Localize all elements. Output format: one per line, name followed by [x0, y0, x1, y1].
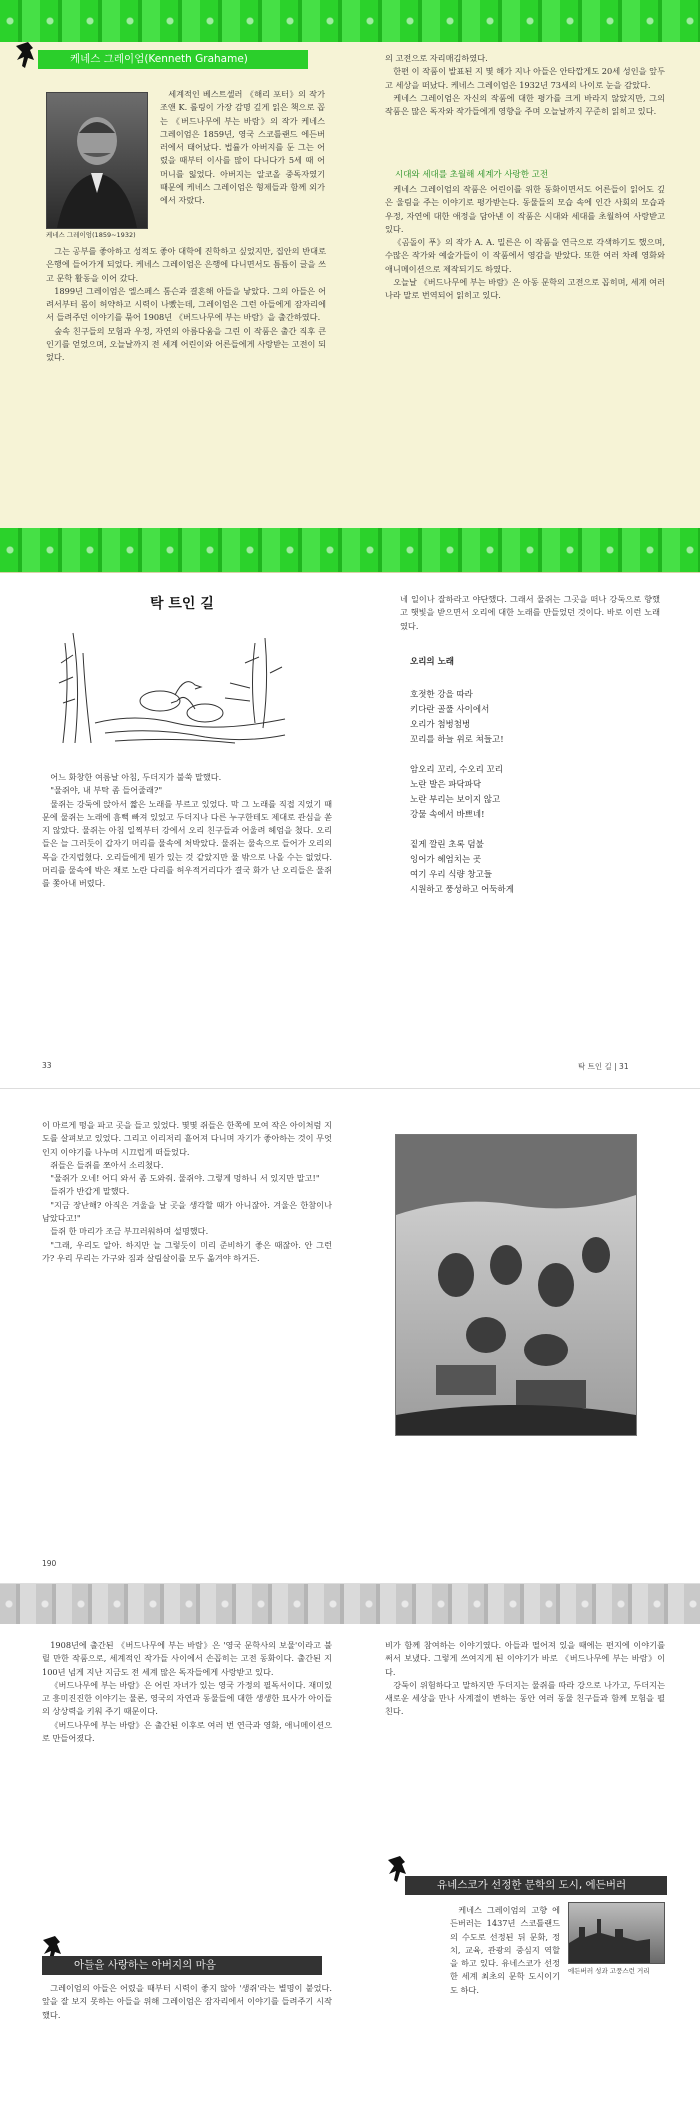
paragraph: 물쥐는 강둑에 앉아서 짧은 노래를 부르고 있었다. 막 그 노래를 직접 지었기 때문에 물쥐는 노래에 흠뻑 빠져 있었고 두더지나 다른 누구한테도 제대로 관심을 쏟지 않았다. 물쥐는 아침 일찍부터 강에서 오리 친구들과 어울려 헤엄을 쳤다. 오리들은 늘 그러듯이 갑자기 머리를 물속에 처박았다. 물쥐는 물속으로 들어가 오리의 목을 간지럽혔다. 오리들에게 뭔가 있는 것 같았지만 물 밖으로 나올 수는 없었다. 머리를 물속에 박은 채로 노란 다리를 허우적거리다가 결국 화가 난 오리들은 물쥐를 쫓아내 버렸다.	[42, 798, 332, 889]
field-mice-illustration	[395, 1134, 637, 1436]
paragraph: "지금 장난해? 아직은 겨울을 날 곳을 생각할 때가 아니잖아. 겨울은 한참이나 남았다고!"	[42, 1199, 332, 1224]
paragraph: 들쥐 한 마리가 조금 부끄러워하며 설명했다.	[50, 1226, 209, 1237]
author-portrait	[46, 92, 148, 229]
commentary-text-right-2	[450, 1904, 560, 1997]
poem	[410, 688, 514, 898]
left-column-text	[46, 245, 326, 365]
poem-line: 호젓한 강을 따라	[410, 690, 473, 700]
photo-caption: 케네스 그레이엄(1859~1932)	[46, 231, 136, 239]
intro-text-top	[160, 88, 325, 208]
paragraph: "물쥐가 오네! 어디 와서 좀 도와줘. 물쥐야. 그렇게 멍하니 서 있지만 말고!"	[50, 1173, 320, 1184]
page-number-right: 탁 트인 길 | 31	[578, 1062, 629, 1071]
portrait-icon	[47, 93, 147, 228]
page-spread-4	[0, 1584, 700, 2124]
paragraph: 1908년에 출간된 《버드나무에 부는 바람》은 '영국 문학사의 보물'이라고 불릴 만한 작품으로, 세계적인 작가들 사이에서 손꼽히는 고전 동화이다. 출간된 지 100년 넘게 지난 지금도 전 세계 많은 독자들에게 사랑받고 있다.	[42, 1640, 332, 1677]
poem-line: 시원하고 풍성하고 어둑하게	[410, 885, 514, 895]
sub-heading: 시대와 세대를 초월해 세계가 사랑한 고전	[395, 170, 549, 180]
page-number-left: 33	[42, 1061, 52, 1070]
paragraph: 세계적인 베스트셀러 《해리 포터》의 작가 조앤 K. 롤링이 가장 감명 깊게 읽은 책으로 꼽는 《버드나무에 부는 바람》의 작가 케네스 그레이엄은 1859년, 영국 스코틀랜드 에든버러에서 태어났다. 법률가 아버지를 둔 그는 어렸을 때부터 이사를 많이 다니다가 5세 때 어머니를 잃었다. 아버지는 알코올 중독자였기 때문에 케네스 그레이엄은 형제들과 함께 외가에서 자랐다.	[160, 89, 325, 206]
page-spread-3	[0, 1089, 700, 1584]
mice-scene-icon	[396, 1135, 636, 1435]
right-column-text-2	[385, 183, 665, 303]
story-text-left	[42, 1119, 332, 1265]
ducks-illustration	[55, 623, 295, 753]
paragraph: 오늘날 《버드나무에 부는 바람》은 아동 문학의 고전으로 꼽히며, 세계 여러 나라 말로 번역되어 읽히고 있다.	[385, 277, 665, 301]
paragraph: 숲속 친구들의 모험과 우정, 자연의 아름다움을 그린 이 작품은 출간 직후 큰 인기를 얻었으며, 오늘날까지 전 세계 어린이와 어른들에게 사랑받는 고전이 되었다.	[46, 325, 326, 363]
decorative-border-top	[0, 0, 700, 42]
sub-section-bar-right	[405, 1876, 667, 1895]
paragraph: 어느 화창한 여름날 아침, 두더지가 불쑥 말했다.	[50, 772, 222, 782]
paragraph: 그레이엄의 아들은 어렸을 때부터 시력이 좋지 않아 '생쥐'라는 별명이 붙었다. 앞을 잘 보지 못하는 아들을 위해 그레이엄은 잠자리에서 이야기를 들려주기 시작했다.	[42, 1983, 332, 2020]
paragraph: 쥐들은 들쥐를 쪼아서 소리쳤다.	[50, 1159, 164, 1170]
paragraph: 《버드나무에 부는 바람》은 어린 자녀가 있는 영국 가정의 필독서이다. 재미있고 흥미진진한 이야기는 물론, 영국의 자연과 동물들에 대한 생생한 묘사가 아이들의 상상력을 키워 주기 때문이다.	[42, 1679, 332, 1717]
sub-section-bar-left	[42, 1956, 322, 1975]
poem-line: 암오리 꼬리, 수오리 꼬리	[410, 765, 503, 775]
paragraph: 《곰돌이 푸》의 작가 A. A. 밀른은 이 작품을 연극으로 각색하기도 했으며, 수많은 작가와 예술가들이 이 작품에서 영감을 받았다. 또한 여러 차례 영화와 애니메이션으로 제작되기도 하였다.	[385, 237, 665, 274]
section-title: 케네스 그레이엄(Kenneth Grahame)	[70, 53, 248, 65]
commentary-text-right	[385, 1639, 665, 1719]
paragraph: 이 마르게 떵을 파고 곳을 들고 있었다. 몇몇 쥐들은 한쪽에 모여 작은 아이처럼 지도를 살펴보고 있었다. 그리고 이리저리 흩어져 다니며 자기가 좋아하는 것이 무엇인지 이야기를 나누며 시끄럽게 떠들었다.	[42, 1120, 332, 1157]
photo-caption: 에든버러 성과 고풍스런 거리	[568, 1967, 650, 1975]
commentary-text-left-2	[42, 1982, 332, 2022]
chapter-title: 탁 트인 길	[150, 596, 214, 612]
decorative-border-top	[0, 1584, 700, 1624]
poem-line: 꼬리를 하늘 위로 쳐들고!	[410, 735, 504, 745]
paragraph: "그래, 우리도 알아. 하지만 늘 그렇듯이 미리 준비하기 좋은 때잖아. 안 그런가? 우리 무리는 가구와 짐과 살림살이를 모두 옮겨야 하거든.	[42, 1239, 332, 1263]
page-spread-2	[0, 573, 700, 1089]
poem-line: 노란 발은 파닥파닥	[410, 780, 482, 790]
paragraph: 비가 함께 참여하는 이야기였다. 아들과 떨어져 있을 때에는 편지에 이야기를 써서 보냈다. 그렇게 쓰여지게 된 이야기가 바로 《버드나무에 부는 바람》이다.	[385, 1640, 665, 1677]
sub-section-title: 아들을 사랑하는 아버지의 마음	[74, 1959, 216, 1971]
paragraph: 케네스 그레이엄의 고향 에든버러는 1437년 스코틀랜드의 수도로 선정된 뒤 문화, 정치, 교육, 관광의 중심지 역할을 하고 있다. 유네스코가 선정한 세계 최초의 문학 도시이기도 하다.	[450, 1905, 560, 1995]
poem-title: 오리의 노래	[410, 657, 455, 667]
poem-line: 짙게 깔린 초록 덤불	[410, 840, 484, 850]
edinburgh-photo	[568, 1902, 665, 1964]
poem-line: 오리가 첨벙첨벙	[410, 720, 471, 730]
paragraph: 의 고전으로 자리매김하였다.	[385, 53, 488, 63]
paragraph: 한편 이 작품이 발표된 지 몇 해가 지나 아들은 안타깝게도 20세 성인을 앞두고 세상을 떠났다. 케네스 그레이엄은 1932년 73세의 나이로 눈을 감았다.	[385, 66, 665, 90]
paragraph: 1899년 그레이엄은 엘스페스 톰슨과 결혼해 아들을 낳았다. 그의 아들은 어려서부터 몸이 허약하고 시력이 나빴는데, 그레이엄은 그런 아들에게 잠자리에서 들려주던 이야기를 묶어 1908년 《버드나무에 부는 바람》을 출간하였다.	[46, 285, 326, 323]
poem-line: 노란 부리는 보이지 않고	[410, 795, 501, 805]
paragraph: 케네스 그레이엄의 작품은 어린이를 위한 동화이면서도 어른들이 읽어도 깊은 울림을 주는 이야기로 평가받는다. 동물들의 모습 속에 인간 사회의 모습과 우정, 자연에 대한 애정을 담아낸 이 작품은 시대와 세대를 초월하여 사랑받고 있다.	[385, 184, 665, 234]
poem-line: 잉어가 헤엄치는 곳	[410, 855, 482, 865]
paragraph: "물쥐야, 내 부탁 좀 들어줄래?"	[50, 785, 163, 796]
poem-line: 키다란 골풀 사이에서	[410, 705, 490, 715]
right-column-text	[385, 52, 665, 118]
section-title-bar	[38, 50, 308, 69]
paragraph: 강둑이 위험하다고 말하지만 두더지는 물쥐를 따라 강으로 나가고, 두더지는 새로운 세상을 만나 사계절이 변하는 동안 여러 동물 친구들과 함께 모험을 펼친다.	[385, 1679, 665, 1717]
page-number-left: 190	[42, 1559, 57, 1568]
paragraph: 케네스 그레이엄은 자신의 작품에 대한 평가를 크게 바라지 않았지만, 그의 작품은 많은 독자와 작가들에게 영향을 주며 오늘날까지 꾸준히 읽히고 있다.	[385, 92, 665, 117]
page-spread-1	[0, 0, 700, 573]
story-text-left	[42, 771, 332, 891]
paragraph: 《버드나무에 부는 바람》은 출간된 이후로 여러 번 연극과 영화, 애니메이션으로 만들어졌다.	[42, 1719, 332, 1744]
castle-icon	[569, 1903, 664, 1963]
commentary-text-left	[42, 1639, 332, 1745]
paragraph: 들쥐가 반갑게 말했다.	[50, 1186, 130, 1197]
paragraph: 네 일이나 잘하라고 야단했다. 그래서 물쥐는 그곳을 떠나 강둑으로 향했고 햇빛을 받으면서 오리에 대한 노래를 만들었던 것이다. 바로 이런 노래였다.	[400, 594, 660, 631]
poem-line: 여기 우리 식량 창고들	[410, 870, 493, 880]
poem-line: 강물 속에서 바쁘네!	[410, 810, 485, 820]
paragraph: 그는 공부를 좋아하고 성적도 좋아 대학에 진학하고 싶었지만, 집안의 반대로 은행에 들어가게 되었다. 케네스 그레이엄은 은행에 다니면서도 틈틈이 글을 쓰고 문학 활동을 이어 갔다.	[46, 246, 326, 283]
decorative-border-bottom	[0, 528, 700, 572]
story-text-right	[400, 593, 660, 633]
sub-section-title: 유네스코가 선정한 문학의 도시, 에든버러	[437, 1879, 627, 1891]
